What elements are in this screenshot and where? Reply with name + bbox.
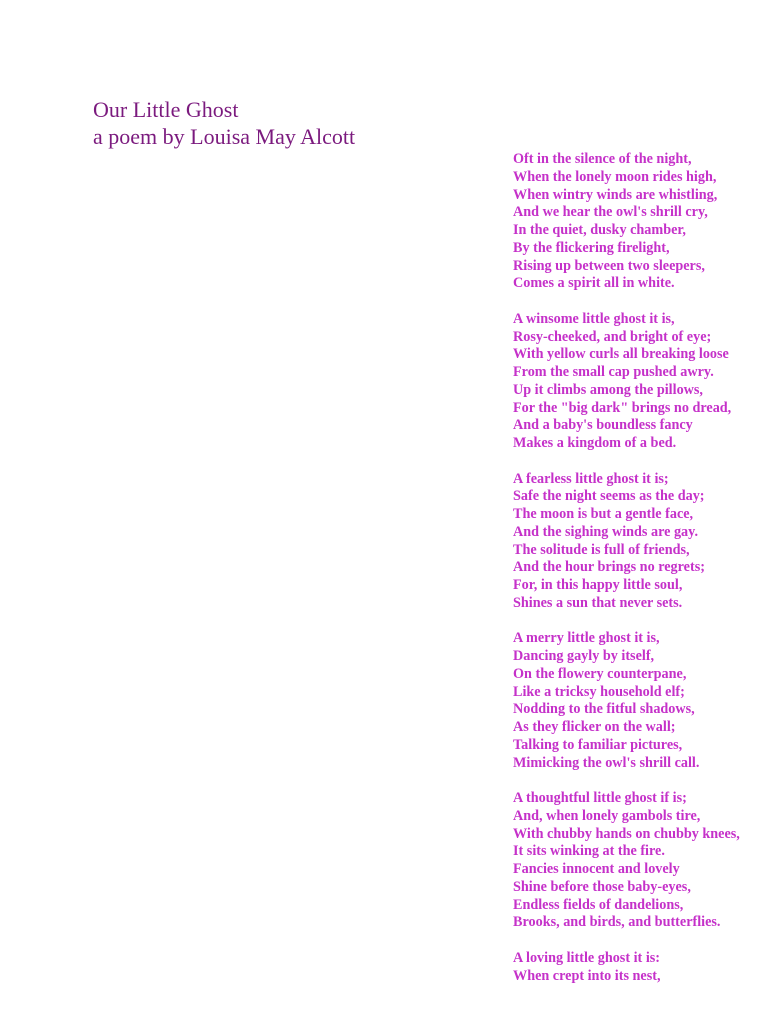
poem-line: Up it climbs among the pillows, — [513, 381, 703, 398]
poem-line: Dancing gayly by itself, — [513, 648, 655, 664]
poem-stanza — [513, 950, 740, 986]
poem-line: Like a tricksy household elf; — [513, 683, 685, 700]
poem-line: Talking to familiar pictures, — [513, 736, 683, 753]
poem-line: A thoughtful little ghost if is; — [513, 790, 687, 806]
poem-stanza — [513, 630, 740, 772]
poem-line: Oft in the silence of the night, — [513, 151, 692, 167]
page-title: Our Little Ghost — [93, 97, 239, 122]
poem-line: Rosy-cheeked, and bright of eye; — [513, 328, 712, 345]
poem-line: Makes a kingdom of a bed. — [513, 435, 677, 451]
poem-line: Mimicking the owl's shrill call. — [513, 754, 700, 771]
poem-stanza — [513, 790, 740, 932]
title-block — [93, 96, 355, 150]
poem-line: And we hear the owl's shrill cry, — [513, 204, 708, 221]
poem-line: Fancies innocent and lovely — [513, 861, 680, 877]
poem-line: And the hour brings no regrets; — [513, 559, 705, 576]
poem-line: Brooks, and birds, and butterflies. — [513, 914, 721, 931]
page-subtitle: a poem by Louisa May Alcott — [93, 124, 356, 149]
poem-line: On the flowery counterpane, — [513, 665, 687, 682]
poem-line: Safe the night seems as the day; — [513, 488, 705, 505]
poem-line: And the sighing winds are gay. — [513, 523, 699, 540]
poem-line: It sits winking at the fire. — [513, 843, 665, 860]
poem-line: The solitude is full of friends, — [513, 541, 690, 558]
poem-line: When crept into its nest, — [513, 967, 661, 984]
poem-line: With chubby hands on chubby knees, — [513, 825, 740, 842]
poem-line: Endless fields of dandelions, — [513, 896, 684, 913]
poem-body — [513, 151, 740, 1003]
poem-line: The moon is but a gentle face, — [513, 506, 694, 522]
poem-line: Shine before those baby-eyes, — [513, 878, 691, 895]
poem-line: Comes a spirit all in white. — [513, 275, 675, 292]
poem-line: For, in this happy little soul, — [513, 577, 683, 593]
poem-line: And, when lonely gambols tire, — [513, 807, 701, 824]
poem-line: Nodding to the fitful shadows, — [513, 701, 695, 718]
poem-line: A winsome little ghost it is, — [513, 310, 675, 327]
poem-line: A fearless little ghost it is; — [513, 470, 669, 487]
poem-line: Rising up between two sleepers, — [513, 257, 705, 274]
poem-line: From the small cap pushed awry. — [513, 364, 714, 380]
poem-line: When wintry winds are whistling, — [513, 186, 718, 203]
poem-line: Shines a sun that never sets. — [513, 594, 683, 611]
poem-stanza — [513, 311, 740, 453]
poem-line: For the "big dark" brings no dread, — [513, 399, 732, 416]
poem-line: A merry little ghost it is, — [513, 630, 660, 647]
poem-line: With yellow curls all breaking loose — [513, 346, 729, 363]
poem-line: By the flickering firelight, — [513, 239, 670, 256]
poem-line: As they flicker on the wall; — [513, 719, 676, 735]
poem-stanza — [513, 151, 740, 293]
poem-stanza — [513, 471, 740, 613]
poem-line: A loving little ghost it is: — [513, 949, 661, 966]
poem-line: And a baby's boundless fancy — [513, 417, 693, 434]
poem-line: When the lonely moon rides high, — [513, 168, 717, 185]
poem-line: In the quiet, dusky chamber, — [513, 222, 686, 238]
